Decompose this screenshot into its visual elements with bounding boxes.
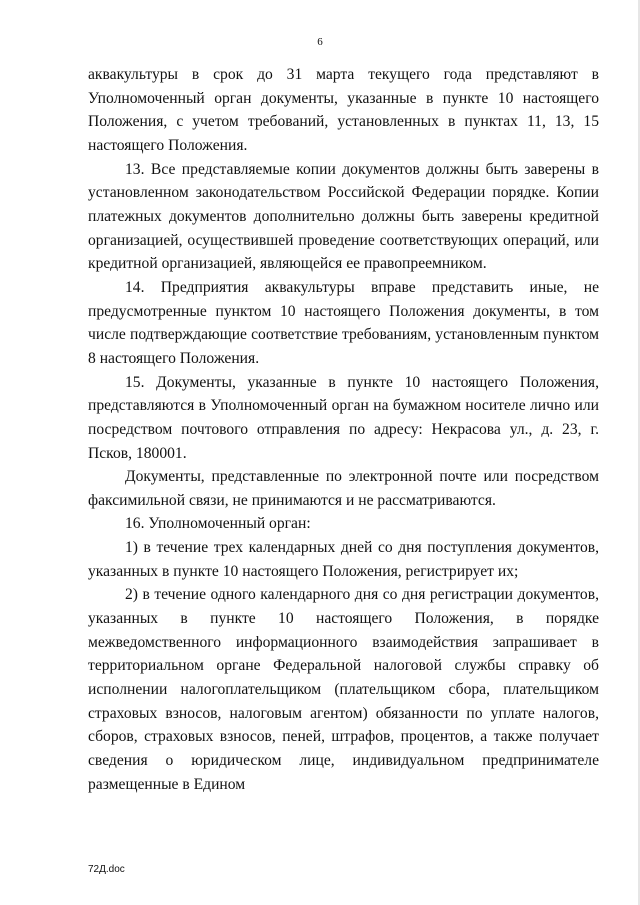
paragraph-13: 13. Все представляемые копии документов должны быть заверены в установленном законодательством Российской Федерации порядке. Копии платежных документов дополнительно должны быть заверены кредитной организацией, осуществившей проведение соответствующих операций, или кредитной организацией, являющейся ее правопреемником. [88, 160, 599, 273]
paragraph-16-item-1: 1) в течение трех календарных дней со дня поступления документов, указанных в пункте 10 настоящего Положения, регистрирует их; [88, 539, 599, 580]
paragraph-16: 16. Уполномоченный орган: [125, 515, 311, 533]
paragraph-16-item-2: 2) в течение одного календарного дня со дня регистрации документов, указанных в пункте 10 настоящего Положения, в порядке межведомственного информационного взаимодействия запрашивает в территориальном органе Федеральной налоговой службы справку об исполнении налогоплательщиком (плательщиком сбора, плательщиком страховых взносов, налоговым агентом) обязанности по уплате налогов, сборов, страховых взносов, пеней, штрафов, процентов, а также получает сведения о юридическом лице, индивидуальном предпринимателе размещенные в Едином [88, 586, 599, 793]
paragraph-continuation: аквакультуры в срок до 31 марта текущего года представляют в Уполномоченный орган документы, указанные в пункте 10 настоящего Положения, с учетом требований, установленных в пунктах 11, 13, 15 настоящего Положения. [88, 66, 599, 154]
page-number: 6 [317, 36, 323, 48]
paragraph-14: 14. Предприятия аквакультуры вправе представить иные, не предусмотренные пунктом 10 настоящего Положения документы, в том числе подтверждающие соответствие требованиям, установленным пунктом 8 настоящего Положения. [88, 278, 599, 367]
paragraph-15: 15. Документы, указанные в пункте 10 настоящего Положения, представляются в Уполномоченный орган на бумажном носителе лично или посредством почтового отправления по адресу: Некрасова ул., д. 23, г. Псков, 180001. [88, 373, 599, 462]
paragraph-15-note: Документы, представленные по электронной почте или посредством факсимильной связи, не принимаются и не рассматриваются. [88, 468, 599, 509]
footer-filename: 72Д.doc [88, 864, 125, 875]
document-body [88, 63, 599, 796]
